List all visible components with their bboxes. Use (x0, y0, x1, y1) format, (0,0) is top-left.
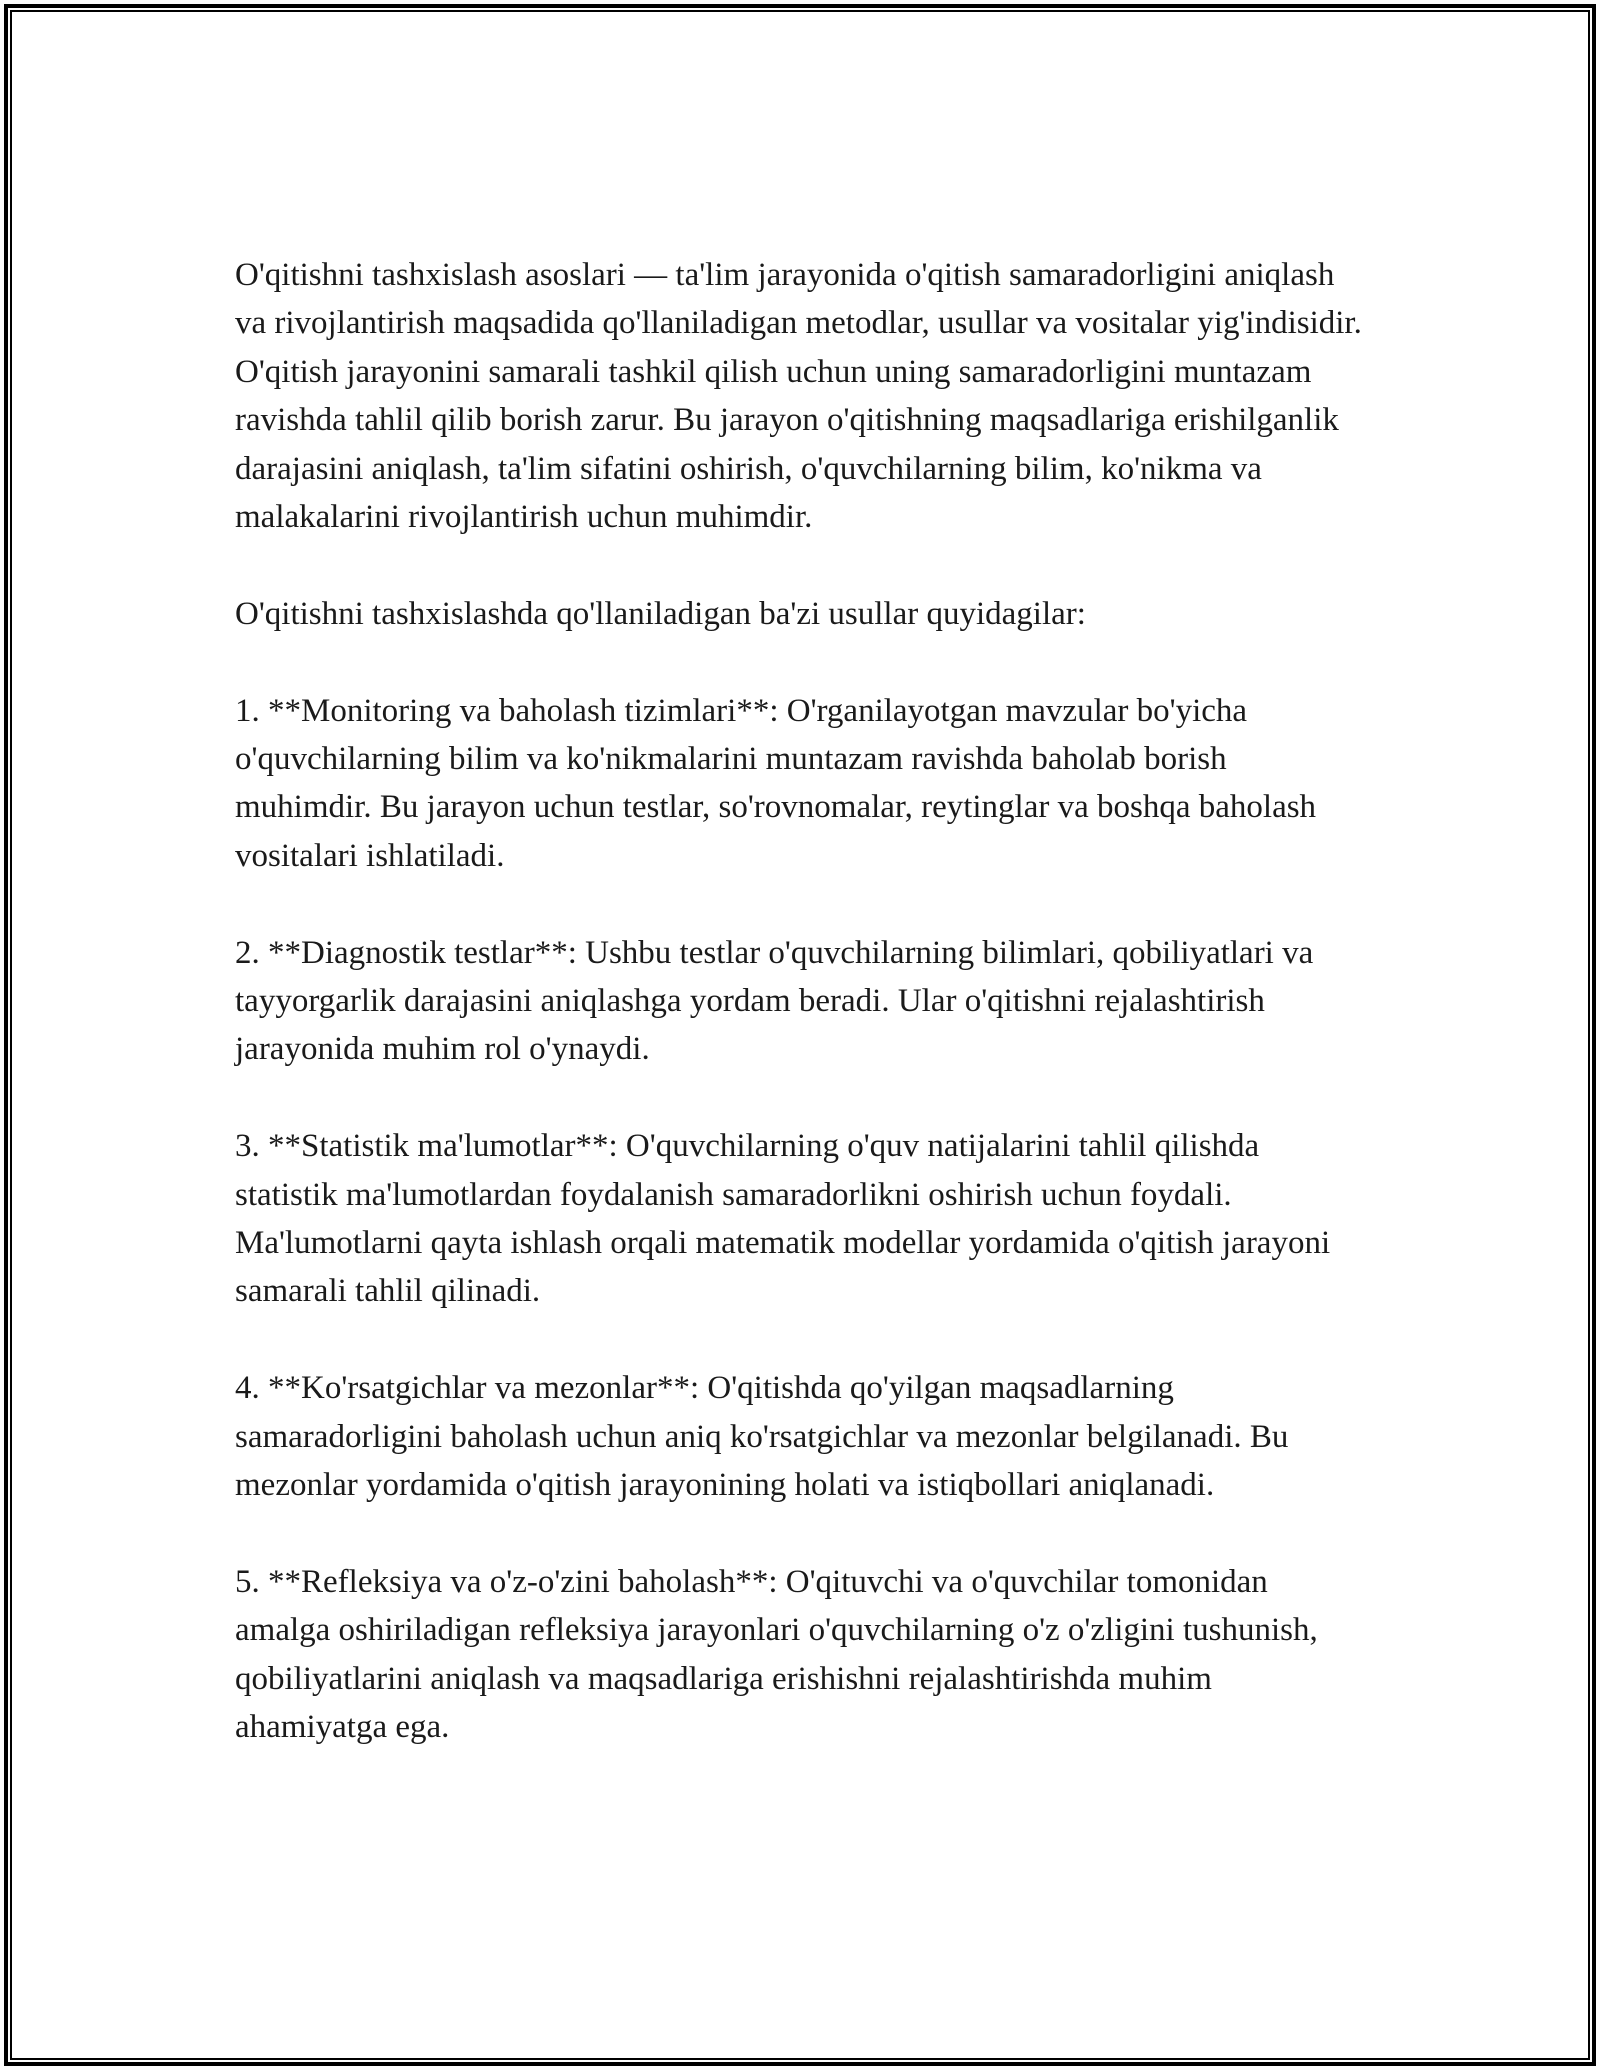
list-item-diagnostic-tests: 2. **Diagnostik testlar**: Ushbu testlar o'quvchilarning bilimlari, qobiliyatlari va tayyorgarlik darajasini aniqlashga yordam beradi. Ular o'qitishni rejalashtirish jarayonida muhim rol o'ynaydi. (235, 934, 1314, 1068)
list-item-indicators-criteria: 4. **Ko'rsatgichlar va mezonlar**: O'qitishda qo'yilgan maqsadlarning samaradorligini baholash uchun aniq ko'rsatgichlar va mezonlar belgilanadi. Bu mezonlar yordamida o'qitish jarayonining holati va istiqbollari aniqlanadi. (235, 1370, 1289, 1504)
list-item-statistical-data: 3. **Statistik ma'lumotlar**: O'quvchilarning o'quv natijalarini tahlil qilishda statistik ma'lumotlardan foydalanish samaradorlikni oshirish uchun foydali. Ma'lumotlarni qayta ishlash orqali matematik modellar yordamida o'qitish jarayoni samarali tahlil qilinadi. (235, 1128, 1331, 1310)
list-item-reflection: 5. **Refleksiya va o'z-o'zini baholash**: O'qituvchi va o'quvchilar tomonidan amalga oshiriladigan refleksiya jarayonlari o'quvchilarning o'z o'zligini tushunish, qobiliyatlarini aniqlash va maqsadlariga erishishni rejalashtirishda muhim ahamiyatga ega. (235, 1563, 1318, 1746)
methods-intro-paragraph: O'qitishni tashxislashda qo'llaniladigan ba'zi usullar quyidagilar: (235, 595, 1086, 632)
list-item-monitoring: 1. **Monitoring va baholash tizimlari**: O'rganilayotgan mavzular bo'yicha o'quvchilarning bilim va ko'nikmalarini muntazam ravishda baholab borish muhimdir. Bu jarayon uchun testlar, so'rovnomalar, reytinglar va boshqa baholash vositalari ishlatiladi. (235, 692, 1317, 874)
document-body (235, 251, 1365, 1800)
intro-paragraph: O'qitishni tashxislash asoslari — ta'lim jarayonida o'qitish samaradorligini aniqlash va rivojlantirish maqsadida qo'llaniladigan metodlar, usullar va vositalar yig'indisidir. O'qitish jarayonini samarali tashkil qilish uchun uning samaradorligini muntazam ravishda tahlil qilib borish zarur. Bu jarayon o'qitishning maqsadlariga erishilganlik darajasini aniqlash, ta'lim sifatini oshirish, o'quvchilarning bilim, ko'nikma va malakalarini rivojlantirish uchun muhimdir. (235, 257, 1362, 536)
